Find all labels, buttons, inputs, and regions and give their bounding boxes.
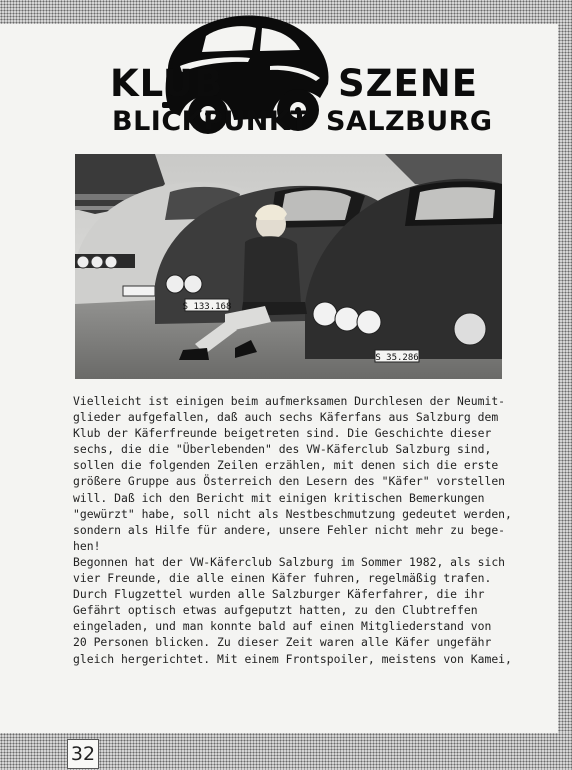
- headline-salzburg: SALZBURG: [326, 106, 493, 137]
- text-line: gleich hergerichtet. Mit einem Frontspoiler, meistens von Kamei,: [73, 651, 512, 666]
- headline-klub: KLUB: [110, 62, 224, 105]
- text-line: hen!: [73, 538, 101, 553]
- text-line: Klub der Käferfreunde beigetreten sind. Die Geschichte dieser: [73, 426, 492, 441]
- plate-2: S 35.286: [375, 353, 419, 363]
- plate-1: S 133.168: [182, 302, 232, 312]
- text-line: "gewürzt" habe, soll nicht als Nestbeschmutzung gedeutet werden,: [73, 506, 512, 521]
- text-line: Begonnen hat der VW-Käferclub Salzburg im Sommer 1982, als sich: [73, 554, 506, 569]
- page-number: 32: [67, 739, 99, 769]
- article-paragraph-2: [73, 554, 533, 667]
- text-line: größere Gruppe aus Österreich den Lesern des "Käfer" vorstellen: [73, 474, 506, 489]
- article-body: [73, 393, 533, 667]
- text-line: sollen die folgenden Zeilen erzählen, mit denen sich die erste: [73, 458, 499, 473]
- headline-szene: SZENE: [338, 62, 478, 105]
- text-line: 20 Personen blicken. Zu dieser Zeit waren alle Käfer ungefähr: [73, 635, 492, 650]
- text-line: sondern als Hilfe für andere, unsere Fehler nicht mehr zu bege-: [73, 522, 506, 537]
- text-line: Durch Flugzettel wurden alle Salzburger Käferfahrer, die ihr: [73, 587, 485, 602]
- text-line: Gefährt optisch etwas aufgeputzt hatten, zu den Clubtreffen: [73, 603, 478, 618]
- beetle-group-photo: [75, 154, 502, 379]
- headline-blickpunkt: BLICKPUNKT: [112, 106, 310, 137]
- article-paragraph-1: [73, 393, 533, 554]
- text-line: sechs, die die "Überlebenden" des VW-Käferclub Salzburg sind,: [73, 442, 492, 457]
- text-line: glieder aufgefallen, daß auch sechs Käferfans aus Salzburg dem: [73, 410, 499, 425]
- text-line: will. Daß ich den Bericht mit einigen kritischen Bemerkungen: [73, 490, 485, 505]
- masthead: [0, 0, 572, 150]
- text-line: Vielleicht ist einigen beim aufmerksamen Durchlesen der Neumit-: [73, 394, 506, 408]
- text-line: eingeladen, und man konnte bald auf einen Mitgliederstand von: [73, 619, 492, 634]
- text-line: vier Freunde, die alle einen Käfer fuhren, regelmäßig trafen.: [73, 571, 492, 586]
